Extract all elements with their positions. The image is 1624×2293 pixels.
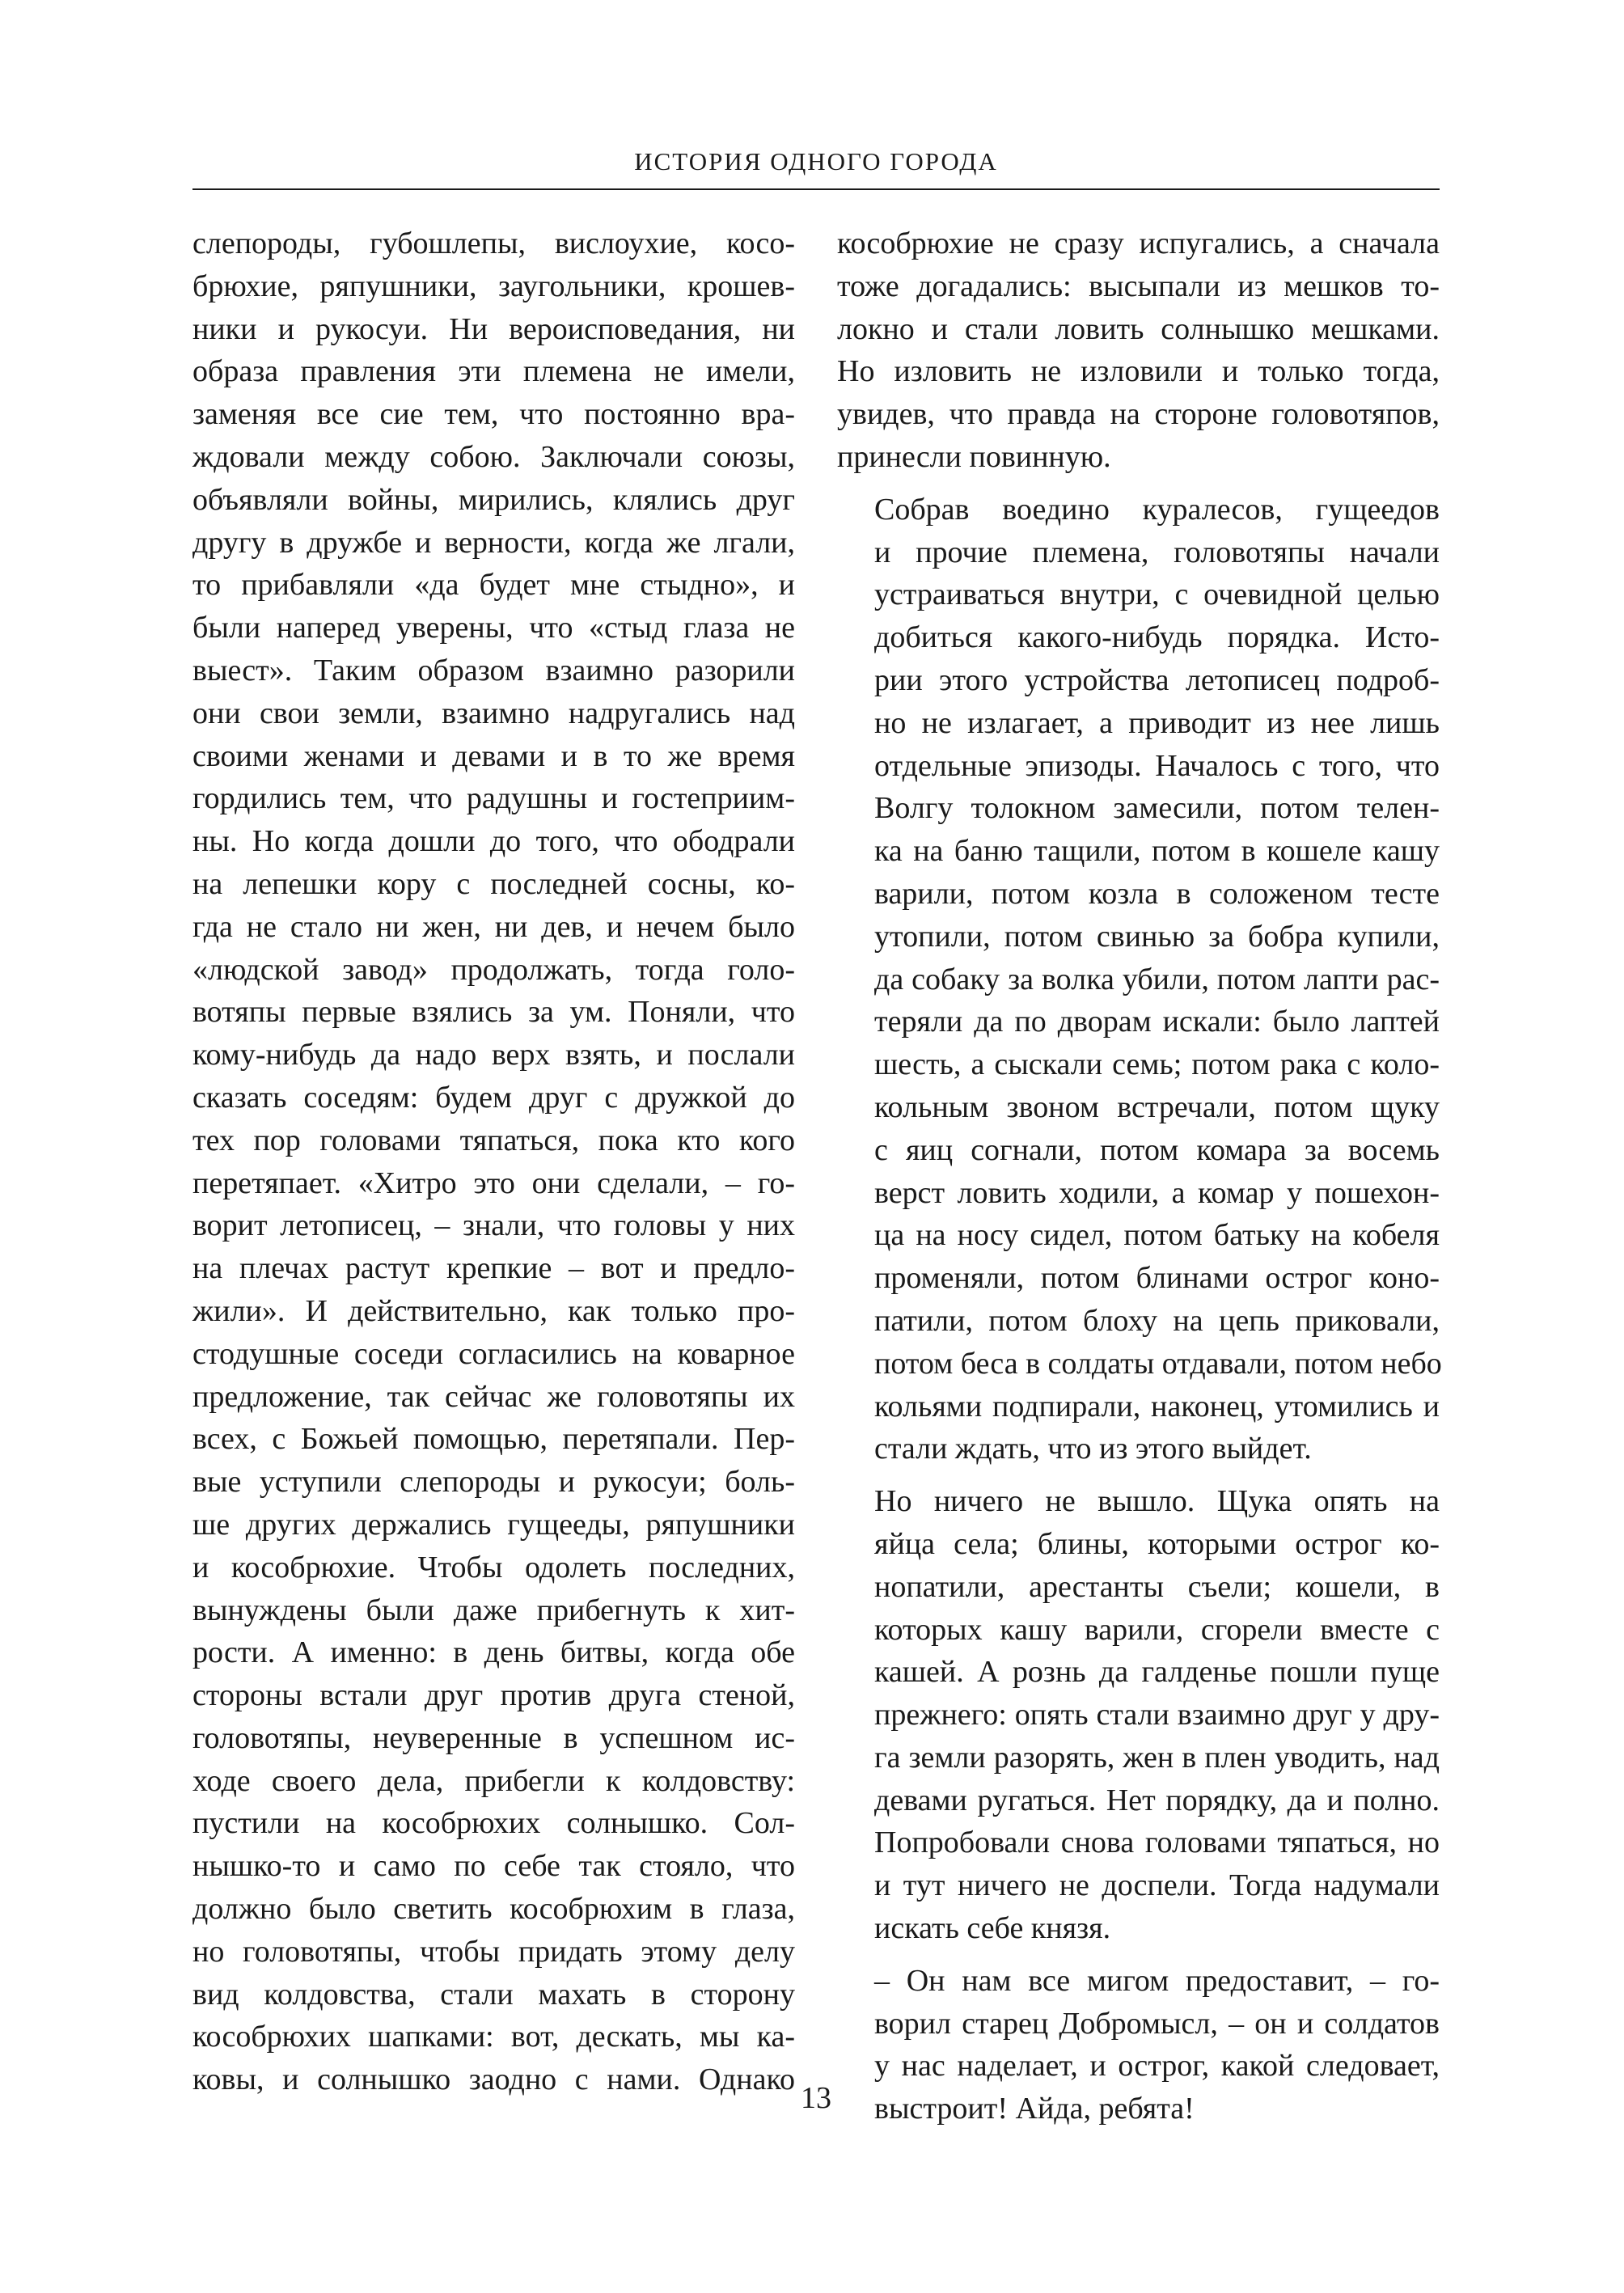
- text-line: головотяпы, неуверенные в успешном ис-: [192, 1720, 795, 1755]
- text-line: предложение, так сейчас же головотяпы их: [192, 1379, 795, 1414]
- text-line: то прибавляли «да будет мне стыдно», и: [192, 568, 795, 603]
- text-line: га земли разорять, жен в плен уводить, над: [874, 1740, 1440, 1775]
- text-line: но не излагает, а приводит из нее лишь: [874, 705, 1440, 740]
- text-line: нышко-то и само по себе так стояло, что: [192, 1849, 795, 1884]
- text-line: Собрав воедино куралесов, гущеедов: [874, 492, 1440, 527]
- text-line: девами ругаться. Нет порядку, да и полно.: [874, 1783, 1440, 1817]
- text-line: верст ловить ходили, а комар у пошехон-: [874, 1175, 1440, 1210]
- text-line: всех, с Божьей помощью, перетяпали. Пер-: [192, 1422, 795, 1457]
- text-line: варили, потом козла в соложеном тесте: [874, 876, 1440, 911]
- text-line: локно и стали ловить солнышко мешками.: [837, 311, 1440, 346]
- text-line: и кособрюхие. Чтобы одолеть последних,: [192, 1550, 795, 1584]
- text-line: стороны встали друг против друга стеной,: [192, 1678, 795, 1713]
- text-line: заменяя все сие тем, что постоянно вра-: [192, 397, 795, 432]
- text-line: вид колдовства, стали махать в сторону: [192, 1977, 795, 2012]
- text-line: стодушные соседи согласились на коварное: [192, 1336, 795, 1371]
- text-line: да собаку за волка убили, потом лапти рас-: [874, 962, 1440, 996]
- text-line: тоже догадались: высыпали из мешков то-: [837, 269, 1440, 303]
- text-line: гордились тем, что радушны и гостеприим-: [192, 781, 795, 816]
- text-line: ворил старец Добромысл, – он и солдатов: [874, 2006, 1440, 2041]
- text-line: вотяпы первые взялись за ум. Поняли, что: [192, 995, 795, 1030]
- text-line: выстроит! Айда, ребята!: [874, 2092, 1195, 2126]
- text-line: но головотяпы, чтобы придать этому делу: [192, 1934, 795, 1969]
- text-line: – Он нам все мигом предоставит, – го-: [874, 1963, 1440, 1998]
- text-line: ковы, и солнышко заодно с нами. Однако: [192, 2062, 795, 2097]
- text-line: на плечах растут крепкие – вот и предло-: [192, 1251, 795, 1286]
- text-line: нопатили, арестанты съели; кошели, в: [874, 1569, 1440, 1604]
- text-line: ны. Но когда дошли до того, что ободрали: [192, 824, 795, 859]
- text-line: объявляли войны, мирились, клялись друг: [192, 482, 795, 517]
- text-line: были наперед уверены, что «стыд глаза не: [192, 611, 795, 645]
- text-line: гда не стало ни жен, ни дев, и нечем было: [192, 909, 795, 944]
- text-line: ка на баню тащили, потом в кошеле кашу: [874, 834, 1440, 869]
- text-line: вынуждены были даже прибегнуть к хит-: [192, 1593, 795, 1627]
- text-line: утопили, потом свинью за бобра купили,: [874, 919, 1440, 954]
- text-line: своими женами и девами и в то же время: [192, 738, 795, 773]
- text-line: другу в дружбе и верности, когда же лгали,: [192, 525, 795, 560]
- page-number: 13: [801, 2081, 831, 2115]
- text-line: принесли повинную.: [837, 439, 1111, 474]
- text-line: должно было светить кособрюхим в глаза,: [192, 1892, 795, 1927]
- text-line: вые уступили слепороды и рукосуи; боль-: [192, 1465, 795, 1500]
- text-line: с яиц согнали, потом комара за восемь: [874, 1132, 1440, 1167]
- paragraph: [192, 222, 795, 2101]
- text-line: ждовали между собою. Заключали союзы,: [192, 439, 795, 474]
- text-line: прежнего: опять стали взаимно друг у дру-: [874, 1698, 1440, 1732]
- text-line: они свои земли, взаимно надругались над: [192, 696, 795, 730]
- text-line: ники и рукосуи. Ни вероисповедания, ни: [192, 311, 795, 346]
- text-line: ше других держались гущееды, ряпушники: [192, 1507, 795, 1542]
- text-line: перетяпает. «Хитро это они сделали, – го-: [192, 1166, 795, 1200]
- text-line: ца на носу сидел, потом батьку на кобеля: [874, 1218, 1440, 1253]
- text-line: ходе своего дела, прибегли к колдовству:: [192, 1763, 795, 1798]
- left-text-column: [192, 222, 795, 2101]
- text-line: ворит летописец, – знали, что головы у них: [192, 1208, 795, 1243]
- text-line: кому-нибудь да надо верх взять, и послали: [192, 1038, 795, 1072]
- text-line: стали ждать, что из этого выйдет.: [874, 1432, 1312, 1466]
- text-line: шесть, а сыскали семь; потом рака с коло-: [874, 1047, 1440, 1082]
- text-line: яйца села; блины, которыми острог ко-: [874, 1526, 1440, 1561]
- text-line: Но изловить не изловили и только тогда,: [837, 354, 1440, 389]
- text-line: устраиваться внутри, с очевидной целью: [874, 577, 1440, 612]
- text-line: увидев, что правда на стороне головотяпов,: [837, 397, 1440, 432]
- text-line: брюхие, ряпушники, заугольники, крошев-: [192, 269, 795, 303]
- right-text-column: [837, 222, 1440, 2130]
- text-line: на лепешки кору с последней сосны, ко-: [192, 866, 795, 901]
- text-line: «людской завод» продолжать, тогда голо-: [192, 952, 795, 987]
- text-line: рости. А именно: в день битвы, когда обе: [192, 1635, 795, 1670]
- text-line: выест». Таким образом взаимно разорили: [192, 653, 795, 687]
- text-line: теряли да по дворам искали: было лаптей: [874, 1005, 1440, 1039]
- paragraph: [837, 1480, 1440, 1950]
- running-head: ИСТОРИЯ ОДНОГО ГОРОДА: [634, 147, 998, 176]
- text-line: кольным звоном встречали, потом щуку: [874, 1089, 1440, 1124]
- text-line: тех пор головами тяпаться, пока кто кого: [192, 1123, 795, 1157]
- text-line: потом беса в солдаты отдавали, потом небо: [874, 1346, 1442, 1381]
- text-line: пустили на кособрюхих солнышко. Сол-: [192, 1806, 795, 1841]
- text-line: искать себе князя.: [874, 1911, 1111, 1946]
- text-line: Волгу толокном замесили, потом телен-: [874, 791, 1440, 826]
- text-line: добиться какого-нибудь порядка. Исто-: [874, 620, 1440, 655]
- text-line: рии этого устройства летописец подроб-: [874, 662, 1440, 697]
- text-line: кашей. А рознь да галденье пошли пуще: [874, 1655, 1440, 1690]
- paragraph: [837, 222, 1440, 479]
- text-line: Попробовали снова головами тяпаться, но: [874, 1826, 1440, 1860]
- text-line: и тут ничего не доспели. Тогда надумали: [874, 1868, 1440, 1903]
- text-line: променяли, потом блинами острог коно-: [874, 1261, 1440, 1296]
- text-line: и прочие племена, головотяпы начали: [874, 535, 1440, 569]
- text-line: которых кашу варили, сгорели вместе с: [874, 1612, 1440, 1647]
- text-line: слепороды, губошлепы, вислоухие, косо-: [192, 226, 795, 260]
- header-rule: [192, 188, 1440, 190]
- text-line: у нас наделает, и острог, какой следовает,: [874, 2049, 1440, 2084]
- text-line: Но ничего не вышло. Щука опять на: [874, 1484, 1440, 1519]
- text-line: кособрюхих шапками: вот, дескать, мы ка-: [192, 2020, 795, 2054]
- paragraph: [837, 489, 1440, 1470]
- text-line: кольями подпирали, наконец, утомились и: [874, 1389, 1440, 1424]
- text-line: отдельные эпизоды. Началось с того, что: [874, 748, 1440, 783]
- text-line: патили, потом блоху на цепь приковали,: [874, 1303, 1440, 1338]
- text-line: образа правления эти племена не имели,: [192, 354, 795, 389]
- text-line: жили». И действительно, как только про-: [192, 1293, 795, 1328]
- text-line: сказать соседям: будем друг с дружкой до: [192, 1080, 795, 1115]
- text-line: кособрюхие не сразу испугались, а сначала: [837, 226, 1440, 260]
